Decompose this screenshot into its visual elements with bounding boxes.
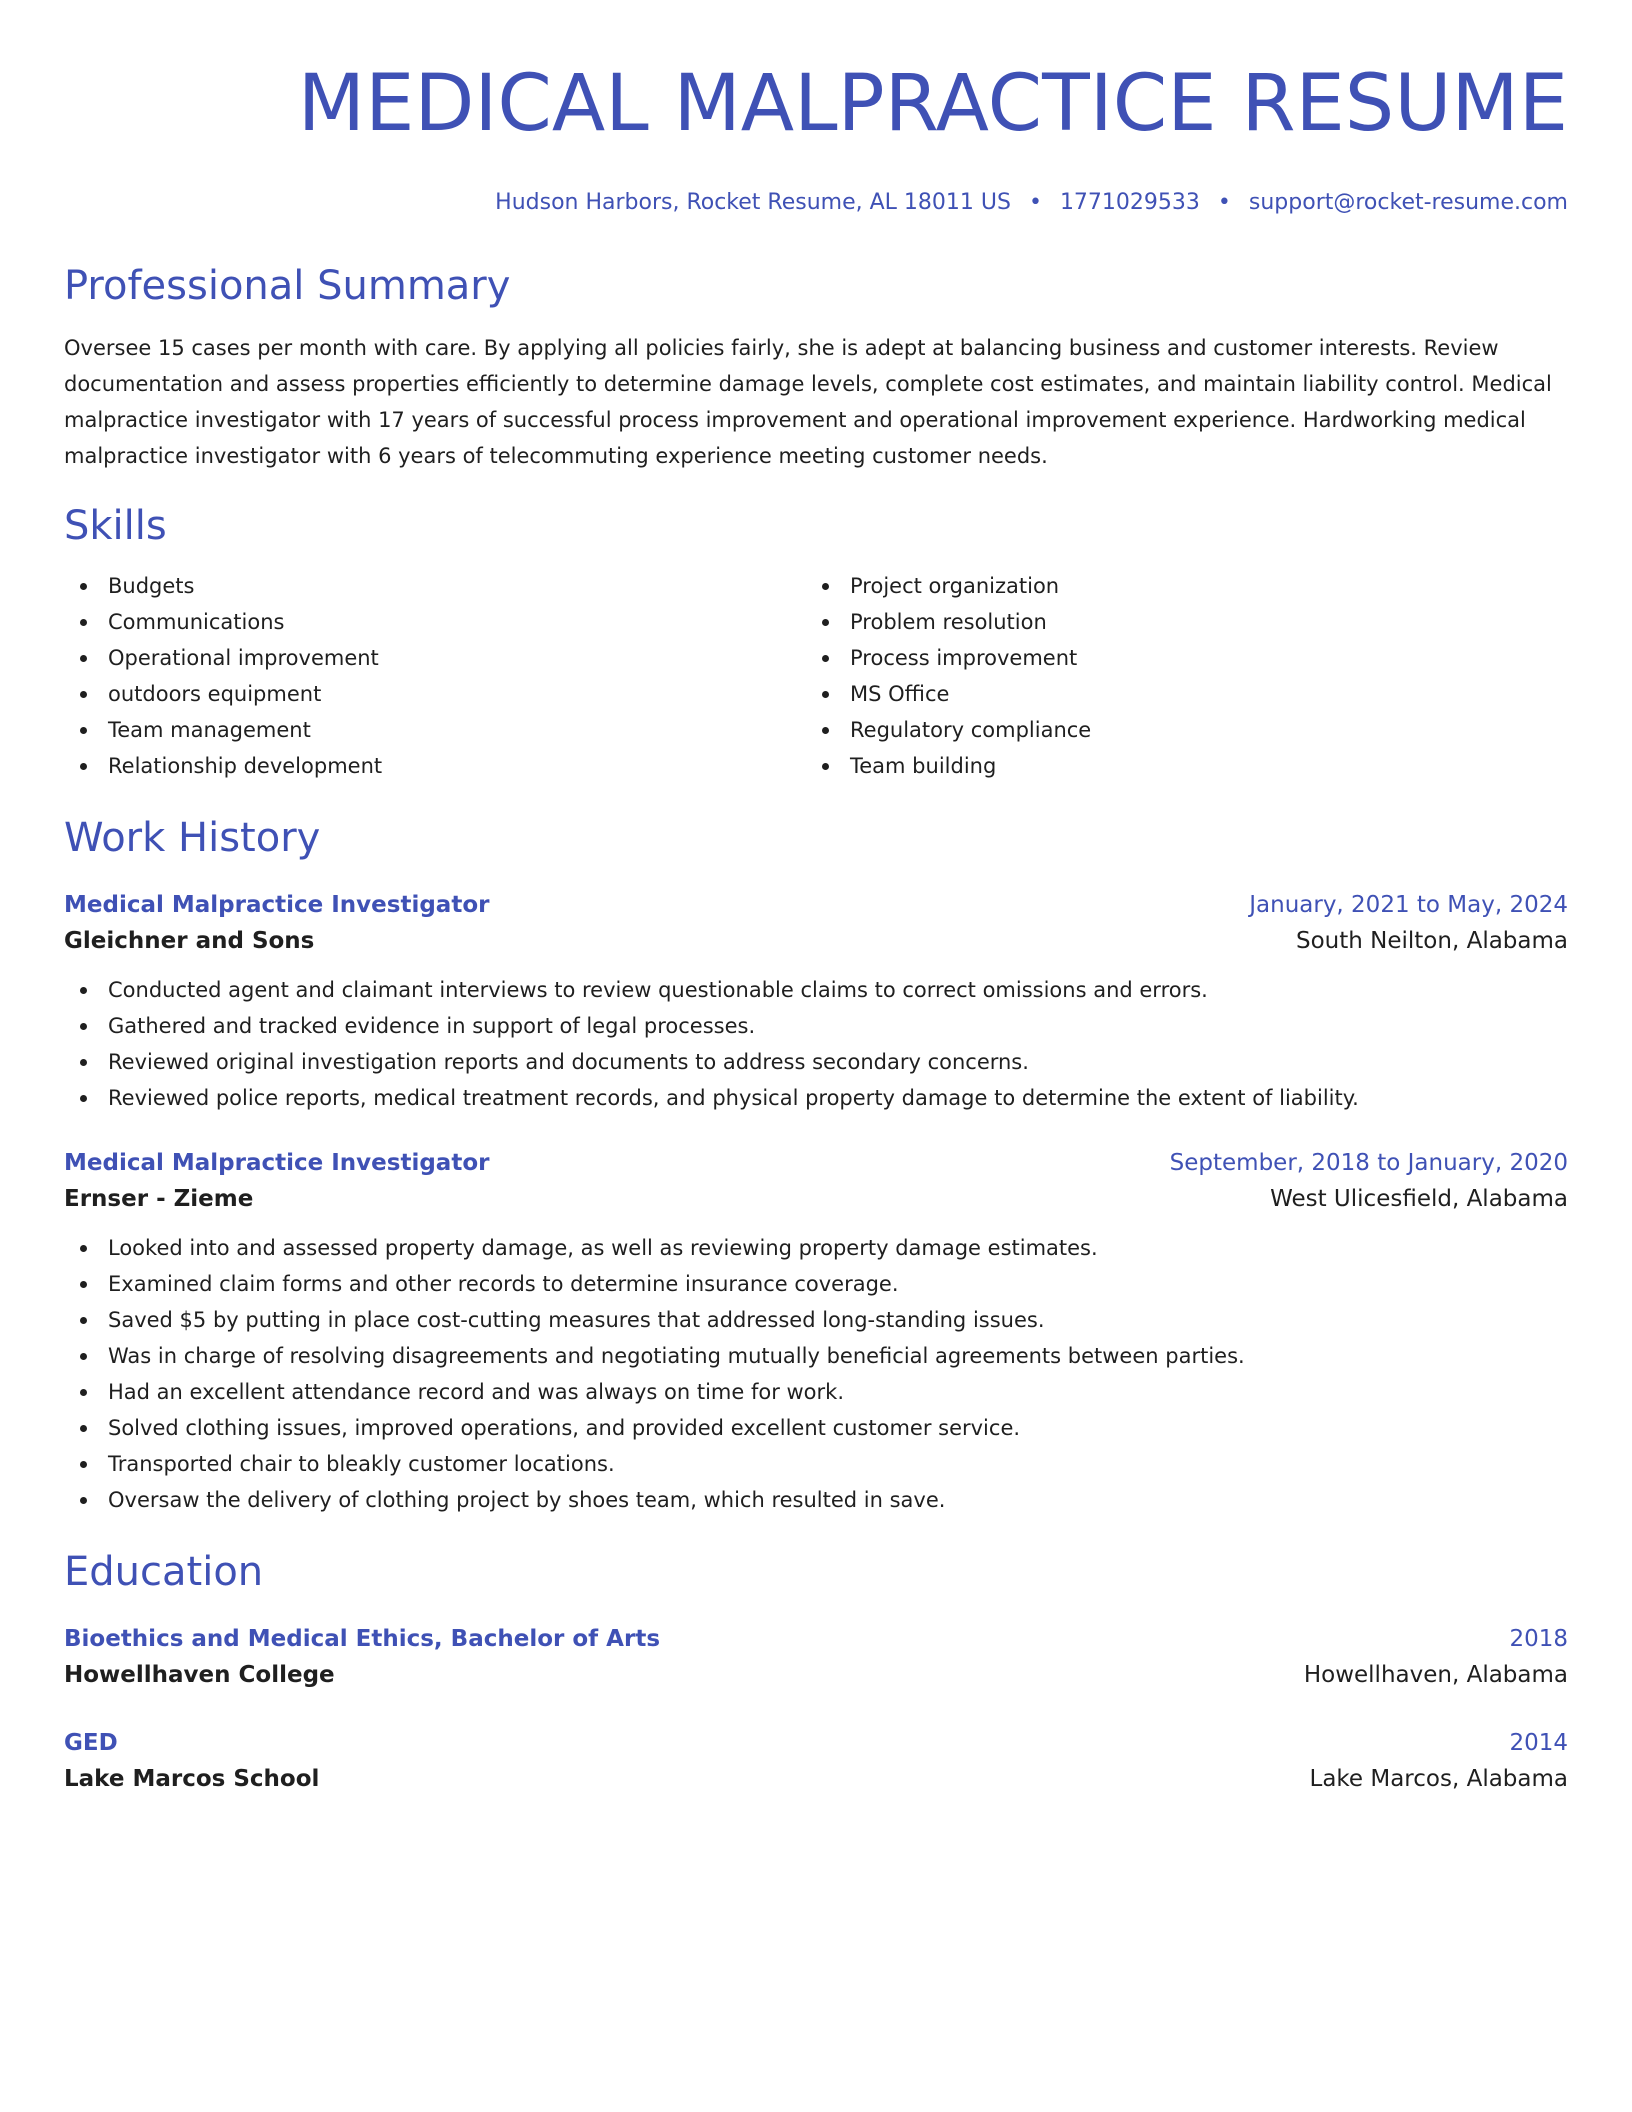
contact-phone: 1771029533 — [1059, 190, 1200, 215]
job-bullet: Solved clothing issues, improved operations, and provided excellent customer service. — [64, 1410, 1568, 1446]
work-entry — [64, 888, 1568, 1116]
skill-item: Team management — [64, 712, 806, 748]
skill-item: Process improvement — [806, 640, 1548, 676]
company-name: Ernser - Zieme — [64, 1186, 254, 1212]
contact-separator: • — [1028, 190, 1042, 215]
school-location: Howellhaven, Alabama — [1303, 1662, 1568, 1688]
job-bullet: Looked into and assessed property damage, as well as reviewing property damage estimates. — [64, 1230, 1568, 1266]
job-dates: September, 2018 to January, 2020 — [1169, 1150, 1568, 1176]
job-location: South Neilton, Alabama — [1296, 928, 1568, 954]
skill-item: Project organization — [806, 568, 1548, 604]
skill-item: Operational improvement — [64, 640, 806, 676]
section-title-summary: Professional Summary — [64, 263, 511, 309]
section-title-skills: Skills — [64, 503, 167, 549]
contact-address: Hudson Harbors, Rocket Resume, AL 18011 US — [495, 190, 1011, 215]
job-bullet: Transported chair to bleakly customer locations. — [64, 1446, 1568, 1482]
job-title: Medical Malpractice Investigator — [64, 892, 490, 918]
education-entry-header — [64, 1726, 1568, 1760]
education-entry-subheader — [64, 1656, 1568, 1694]
skill-item: outdoors equipment — [64, 676, 806, 712]
summary-text: Oversee 15 cases per month with care. By applying all policies fairly, she is adept at balancing business and customer interests. Review documentation and assess properties efficiently to determine damage levels, complete cost estimates, and maintain liability control. Medical malpractice investigator with 17 years of successful process improvement and operational improvement experience. Hardworking medical malpractice investigator with 6 years of telecommuting experience meeting customer needs. — [64, 336, 1552, 468]
skill-item: Budgets — [64, 568, 806, 604]
job-bullet: Oversaw the delivery of clothing project by shoes team, which resulted in save. — [64, 1482, 1568, 1518]
job-bullet: Reviewed police reports, medical treatment records, and physical property damage to determine the extent of liability. — [64, 1080, 1568, 1116]
resume-page — [64, 0, 1568, 1798]
skills-column-left — [64, 568, 806, 784]
skill-item: Communications — [64, 604, 806, 640]
job-title: Medical Malpractice Investigator — [64, 1150, 490, 1176]
resume-title: MEDICAL MALPRACTICE RESUME — [297, 59, 1568, 149]
degree-name: Bioethics and Medical Ethics, Bachelor of Arts — [64, 1626, 661, 1652]
school-name: Howellhaven College — [64, 1662, 335, 1688]
job-bullet: Reviewed original investigation reports and documents to address secondary concerns. — [64, 1044, 1568, 1080]
job-bullet: Gathered and tracked evidence in support of legal processes. — [64, 1008, 1568, 1044]
work-entry-subheader — [64, 1180, 1568, 1218]
education-entry — [64, 1726, 1568, 1798]
skill-item: Team building — [806, 748, 1548, 784]
skills-list — [64, 568, 1568, 784]
contact-separator: • — [1217, 190, 1231, 215]
skill-item: MS Office — [806, 676, 1548, 712]
job-bullets — [64, 1230, 1568, 1518]
job-location: West Ulicesfield, Alabama — [1270, 1186, 1568, 1212]
skill-item: Problem resolution — [806, 604, 1548, 640]
contact-line — [64, 188, 1568, 218]
skill-item: Relationship development — [64, 748, 806, 784]
skills-column-right — [806, 568, 1548, 784]
section-title-education: Education — [64, 1549, 264, 1595]
skill-item: Regulatory compliance — [806, 712, 1548, 748]
work-entry — [64, 1146, 1568, 1518]
job-bullet: Conducted agent and claimant interviews to review questionable claims to correct omissions and errors. — [64, 972, 1568, 1008]
section-title-work-history: Work History — [64, 815, 321, 861]
work-entry-subheader — [64, 922, 1568, 960]
work-entry-header — [64, 1146, 1568, 1180]
education-entry-header — [64, 1622, 1568, 1656]
work-entry-header — [64, 888, 1568, 922]
education-entry — [64, 1622, 1568, 1694]
degree-name: GED — [64, 1730, 118, 1756]
school-location: Lake Marcos, Alabama — [1309, 1766, 1568, 1792]
job-bullets — [64, 972, 1568, 1116]
graduation-year: 2014 — [1509, 1730, 1568, 1756]
company-name: Gleichner and Sons — [64, 928, 315, 954]
job-bullet: Saved $5 by putting in place cost-cutting measures that addressed long-standing issues. — [64, 1302, 1568, 1338]
job-bullet: Had an excellent attendance record and was always on time for work. — [64, 1374, 1568, 1410]
education-entry-subheader — [64, 1760, 1568, 1798]
contact-email: support@rocket-resume.com — [1248, 190, 1568, 215]
graduation-year: 2018 — [1509, 1626, 1568, 1652]
school-name: Lake Marcos School — [64, 1766, 320, 1792]
job-dates: January, 2021 to May, 2024 — [1249, 892, 1568, 918]
job-bullet: Examined claim forms and other records to determine insurance coverage. — [64, 1266, 1568, 1302]
job-bullet: Was in charge of resolving disagreements and negotiating mutually beneficial agreements between parties. — [64, 1338, 1568, 1374]
